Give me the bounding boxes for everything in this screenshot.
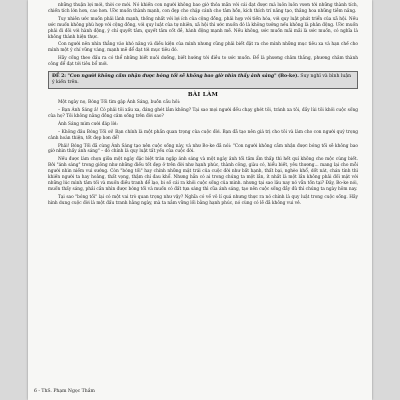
topic-number: ĐỀ 2:	[52, 74, 67, 80]
paragraph: Con người nên nhìn thẳng vào khó năng và điều kiện của mình nhưng cũng phải biết đặt ra cho mình những mục tiêu xa và hạn chế cho mình một ý chí vững vàng, mạnh mẽ để đạt tới mục tiêu đó.	[48, 42, 358, 54]
topic-box	[48, 71, 358, 89]
paragraph: Hãy cống theo đấu ra có thể những biết nuôi dưỡng, biết hướng tới điều to ước muốn. Để là phương châm thắng, phương châm thành công để đạt tới tiêu bổ mới.	[48, 56, 358, 68]
paragraph: Ánh Sáng mìm cười đáp lời:	[58, 121, 118, 127]
paragraph: Tại sao "bóng tối" lại có một vai trò quan trọng như vậy? Nghĩa có về vô lí quá nhưng thực ra nó chính là quy luật trong cuộc sống. Hãy hình dung cuộc đời là một đấu tranh hằng ngày, mà ta nắm vững lối bằng hạnh phúc, nó cùng có lẽ đã không vui vẻ.	[48, 194, 358, 206]
paragraph: Tuy nhiên ước muốn phải lành mạnh, thống nhất với lợi ích của cộng đồng, phải hợp với tiến hóa, với quy luật phát triển của xã hội. Nếu ước muốn không phù hợp với cộng đồng, với quy luật của tự nhiên, xã hội thì ước muốn đó là không tưởng nếu không là phản động. Ước muốn phải đi đôi với hành động, ý chí quyết tâm, quyết tâm cốt đề, hành động mạnh mẽ. Nếu không, ước muốn mãi mãi là ước muốn, có nghĩa là không thành hiện thực.	[48, 16, 358, 40]
page-footer: 6 - ThS. Phạm Ngọc Thắm	[34, 389, 95, 394]
paragraph: – Bạn Ánh Sáng ả! Có phải tôi xấu xa, đáng ghét lắm không? Tại sao mọi người đều chạy ghét tôi, tránh xa tôi, đầy lùi tôi khỏi cuộc sống của họ? Tôi không nằng đồng cảm sống trên đời sao?	[48, 107, 358, 119]
paragraph: Một ngày nọ, Bóng Tối tìm gặp Ánh Sáng, buồn cầu hỏi:	[58, 100, 181, 106]
paragraph: – Không đâu Bóng Tối ơi! Bạn chính là một phần quan trọng của cuộc đời. Bạn đã tạo nên giá trị cho tôi và làm cho con người quý trọng cảnh hoàn thiện, tốt đẹp hơn để!	[48, 129, 358, 141]
paragraph: những thuận lợi mới, thời cơ mới. Nó khiến con người không bao giờ thỏa mãn với cái đạt được mà luôn luôn vươn tới những thành tích, chiến tích lớn hơn, cao hơn. Ước muốn thành mạnh, con đẹp cho chặp cánh cho tâm hồn, kích thích trí năng tạo, thăng hoa những tiềm năng.	[48, 3, 358, 14]
topic-instruction: Suy nghĩ và bình luận ý kiến trên.	[52, 74, 352, 86]
topic-quote: "Con người không cầm nhận được bóng tối sẽ không bao giờ nhìn thấy ánh sáng"	[67, 74, 277, 80]
page-content	[48, 3, 358, 209]
paragraph: Nếu được làm chọn giữa một ngày đặc biệt tràn ngập ánh sáng và một ngày ảnh tối tăm ẩm thấp thì hết quí không cho mộc cùng biết. Bởi "ánh sáng" trong giông như những điều tốt đẹp ở trên đời như hạnh phúc, thành công, giàu có, hiểu biết, yêu thương... mang lại cho mỗi người nhìn niềm vui sướng. Còn "bóng tối" hay chính những mặt trái của cuộc đời như bất hạnh, thất bại, nghèo khổ, dốt nát, chán tính thì khiến người ta hay hoảng, thất vọng, thậm chí đau khổ. Nhưng hẳn có ai trong chúng ta một lần, ít nhất là một lần không phải đối mặt với những lúc mình tăm tối và muốn điều tranh để lạo, bi số cái ra khỏi cuộc sống của mình. nhưng tại sao lâu nay nó vẫn tồn tại? Đây, Bo-ke nói, muốn thấy sáng, phải cần nhìn được bóng tối và muốn có đất tựa sáng thì cũa ánh sáng, tạo nên cuộc sống đầy đủ thì chúng ta ngày hôm nay.	[48, 157, 358, 192]
topic-author: (Bo-ke).	[278, 74, 299, 80]
book-page	[28, 0, 372, 400]
essay-heading: BÀI LÀM	[187, 92, 219, 99]
paragraph: Phải! Bóng Tối đã cùng Ánh Sáng tạo nên cuộc sống này, và như Bo-ke đã nói: "Con người không cầm nhận được bóng tối sẽ không bao giờ nhìn thấy ánh sáng" – đó chính là quy luật tất yếu của cuộc đời.	[48, 143, 358, 155]
